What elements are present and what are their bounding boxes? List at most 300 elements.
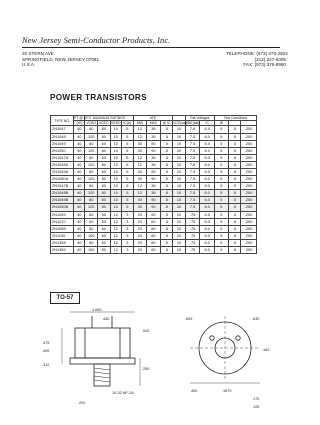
table-cell: 10 xyxy=(173,168,186,175)
fax-line: FAX: (973) 376-8960 xyxy=(243,62,286,68)
table-body xyxy=(51,126,257,254)
table-cell: 5 xyxy=(122,147,134,154)
table-cell: 40 xyxy=(73,183,84,190)
table-cell: 10 xyxy=(173,204,186,211)
table-cell: 120 xyxy=(85,161,98,168)
table-cell: .250 xyxy=(241,247,257,254)
table-cell: 5 xyxy=(122,197,134,204)
table-cell: .75 xyxy=(185,211,200,218)
table-cell: 5 xyxy=(215,183,229,190)
table-cell: 12 xyxy=(133,161,147,168)
header-pt: PT @ 25°C xyxy=(73,116,92,120)
table-cell: 5 xyxy=(215,147,229,154)
table-cell: 60 xyxy=(98,232,111,239)
table-cell: 80 xyxy=(85,225,98,232)
table-cell: 5 xyxy=(215,140,229,147)
table-cell: 6.0 xyxy=(200,232,215,239)
table-cell: .250 xyxy=(241,225,257,232)
table-cell: .5 xyxy=(160,197,173,204)
table-cell: 80 xyxy=(98,133,111,140)
table-cell: 80 xyxy=(98,161,111,168)
header-sub-max: MAX xyxy=(147,121,161,126)
header-sub-vebo: VEBO xyxy=(111,121,121,126)
table-cell: 6.0 xyxy=(200,168,215,175)
table-cell: 36 xyxy=(147,161,161,168)
table-cell: 6.0 xyxy=(200,133,215,140)
dim-bottom-a: .200 xyxy=(78,401,86,405)
table-cell: .5 xyxy=(160,232,173,239)
table-cell: 120 xyxy=(85,133,98,140)
table-cell: 7.5 xyxy=(185,197,200,204)
table-cell: 30 xyxy=(133,204,147,211)
table-cell: 60 xyxy=(98,154,111,161)
address-line-1: 20 STERN AVE. xyxy=(22,51,56,56)
table-cell: 60 xyxy=(98,183,111,190)
table-row xyxy=(51,183,257,190)
table-cell: 6.0 xyxy=(200,211,215,218)
table-cell: 5 xyxy=(122,140,134,147)
table-cell: 5 xyxy=(122,190,134,197)
table-row xyxy=(51,232,257,239)
table-cell: .5 xyxy=(228,211,241,218)
table-cell: 40 xyxy=(73,154,84,161)
table-cell: .75 xyxy=(185,232,200,239)
table-cell: 80 xyxy=(98,176,111,183)
table-cell: 40 xyxy=(73,239,84,246)
table-cell: 10 xyxy=(110,204,121,211)
dim-bottom-far: .125 xyxy=(252,405,260,409)
table-cell: 12 xyxy=(133,154,147,161)
type-number-cell: 2N1049 xyxy=(51,140,74,147)
table-row xyxy=(51,147,257,154)
table-cell: 20 xyxy=(133,232,147,239)
table-cell: .5 xyxy=(160,176,173,183)
header-type: TYPE NO. xyxy=(51,116,74,126)
table-cell: 120 xyxy=(85,190,98,197)
table-cell: 6.0 xyxy=(200,218,215,225)
table-cell: 7.5 xyxy=(185,140,200,147)
table-cell: 10 xyxy=(173,140,186,147)
table-row xyxy=(51,154,257,161)
table-cell: 40 xyxy=(73,126,84,133)
table-cell: 30 xyxy=(133,176,147,183)
table-row xyxy=(51,161,257,168)
table-cell: 10 xyxy=(173,176,186,183)
table-cell: 5 xyxy=(122,183,134,190)
table-cell: 7.5 xyxy=(185,176,200,183)
table-cell: .5 xyxy=(228,232,241,239)
table-cell: 6.0 xyxy=(200,147,215,154)
table-cell: .5 xyxy=(228,154,241,161)
table-cell: 100 xyxy=(85,247,98,254)
table-cell: .5 xyxy=(160,168,173,175)
table-cell: 10 xyxy=(110,147,121,154)
transistor-spec-table xyxy=(50,115,257,254)
table-cell: 12 xyxy=(110,239,121,246)
table-cell: .5 xyxy=(160,133,173,140)
table-cell: .5 xyxy=(160,161,173,168)
table-cell: .250 xyxy=(241,197,257,204)
table-cell: .5 xyxy=(160,147,173,154)
table-cell: .5 xyxy=(228,140,241,147)
table-cell: .5 xyxy=(228,239,241,246)
table-cell: .250 xyxy=(241,183,257,190)
header-sub-min: MIN xyxy=(133,121,147,126)
table-cell: .250 xyxy=(241,154,257,161)
type-number-cell: 2N1358 xyxy=(51,239,74,246)
table-cell: 40 xyxy=(73,218,84,225)
company-logo-text: New Jersey Semi-Conductor Products, Inc. xyxy=(22,36,171,45)
type-number-cell: 2N1359 xyxy=(51,247,74,254)
table-cell: .5 xyxy=(228,183,241,190)
table-cell: 7.5 xyxy=(185,190,200,197)
table-cell: .5 xyxy=(228,218,241,225)
dim-top-width: 1.650 xyxy=(92,308,102,312)
dim-side-b: .312 xyxy=(42,363,50,367)
table-cell: .5 xyxy=(160,247,173,254)
type-number-cell: 2N1050 xyxy=(51,147,74,154)
table-cell: 12 xyxy=(133,183,147,190)
table-cell: 3 xyxy=(122,247,134,254)
table-cell: 40 xyxy=(73,232,84,239)
table-cell: 5 xyxy=(215,232,229,239)
table-cell: 7.5 xyxy=(185,183,200,190)
dim-radius-a: .605 xyxy=(185,317,193,321)
header-sat-voltages: Sat Voltages xyxy=(185,116,214,121)
pin-hole-2 xyxy=(236,336,240,340)
type-number-cell: 2N1048B xyxy=(51,190,74,197)
type-number-cell: 2N1049A xyxy=(51,168,74,175)
table-cell: 80 xyxy=(85,239,98,246)
table-cell: 10 xyxy=(173,239,186,246)
table-cell: 5 xyxy=(215,190,229,197)
table-cell: .5 xyxy=(160,140,173,147)
table-cell: 6.0 xyxy=(200,161,215,168)
table-cell: 6.0 xyxy=(200,239,215,246)
address-line-3: U.S.A. xyxy=(22,62,36,68)
table-cell: 60 xyxy=(98,225,111,232)
table-cell: 5 xyxy=(215,161,229,168)
table-cell: 60 xyxy=(98,168,111,175)
table-cell: .250 xyxy=(241,239,257,246)
table-cell: 40 xyxy=(73,161,84,168)
table-cell: .250 xyxy=(241,161,257,168)
table-cell: 10 xyxy=(110,154,121,161)
table-cell: .5 xyxy=(228,161,241,168)
table-cell: 7.5 xyxy=(185,161,200,168)
table-cell: 10 xyxy=(173,183,186,190)
table-cell: .250 xyxy=(241,168,257,175)
table-cell: 12 xyxy=(110,218,121,225)
table-cell: 5 xyxy=(122,176,134,183)
table-cell: 7.5 xyxy=(185,133,200,140)
table-cell: .250 xyxy=(241,126,257,133)
type-number-cell: 2N1048 xyxy=(51,133,74,140)
table-cell: .5 xyxy=(228,147,241,154)
table-cell: 6.0 xyxy=(200,190,215,197)
table-cell: 10 xyxy=(110,133,121,140)
table-cell: 5 xyxy=(122,133,134,140)
table-cell: .5 xyxy=(160,218,173,225)
table-cell: 10 xyxy=(110,190,121,197)
address-line-2: SPRINGFIELD, NEW JERSEY 07081 xyxy=(22,56,100,62)
table-cell: .250 xyxy=(241,211,257,218)
phone-line-2: (212) 227-6005 xyxy=(254,56,286,62)
table-cell: 5 xyxy=(215,204,229,211)
table-cell: 5 xyxy=(215,239,229,246)
table-cell: 50 xyxy=(98,218,111,225)
table-cell: 10 xyxy=(173,126,186,133)
table-cell: 60 xyxy=(98,126,111,133)
table-cell: 10 xyxy=(173,154,186,161)
dim-hole: .162 xyxy=(262,348,270,352)
table-cell: 80 xyxy=(85,168,98,175)
table-cell: .75 xyxy=(185,247,200,254)
table-cell: 90 xyxy=(147,168,161,175)
table-cell: .5 xyxy=(160,190,173,197)
table-cell: 10 xyxy=(173,133,186,140)
table-cell: 5 xyxy=(215,247,229,254)
table-row xyxy=(51,211,257,218)
table-cell: .250 xyxy=(241,190,257,197)
table-cell: 3 xyxy=(122,218,134,225)
type-number-cell: 2N1069 xyxy=(51,211,74,218)
table-cell: .5 xyxy=(160,154,173,161)
table-cell: 6.0 xyxy=(200,247,215,254)
table-cell: .5 xyxy=(228,176,241,183)
table-cell: 5 xyxy=(122,168,134,175)
dim-radius-b: .630 xyxy=(252,317,260,321)
table-cell: .5 xyxy=(160,204,173,211)
table-row xyxy=(51,140,257,147)
table-cell: 90 xyxy=(147,204,161,211)
header-sub-test-ib: IB xyxy=(215,121,229,126)
table-cell: 10 xyxy=(173,197,186,204)
table-cell: 40 xyxy=(73,197,84,204)
table-cell: .250 xyxy=(241,147,257,154)
table-cell: .75 xyxy=(185,218,200,225)
table-cell: 36 xyxy=(147,154,161,161)
table-cell: 60 xyxy=(98,239,111,246)
table-cell: 120 xyxy=(85,147,98,154)
table-cell: 10 xyxy=(110,197,121,204)
table-cell: .5 xyxy=(228,190,241,197)
header-sub-vceo: VCEO xyxy=(98,121,109,126)
table-cell: 40 xyxy=(73,225,84,232)
type-number-cell: 2N1048A xyxy=(51,161,74,168)
table-cell: .5 xyxy=(160,183,173,190)
phone-line-1: TELEPHONE: (973) 376-2922 xyxy=(226,51,288,56)
table-cell: 60 xyxy=(147,232,161,239)
table-cell: 40 xyxy=(73,147,84,154)
table-cell: .5 xyxy=(160,126,173,133)
table-cell: 10 xyxy=(173,211,186,218)
table-cell: 40 xyxy=(73,211,84,218)
table-cell: 90 xyxy=(147,147,161,154)
table-cell: 36 xyxy=(147,133,161,140)
table-cell: 6.0 xyxy=(200,140,215,147)
table-cell: 20 xyxy=(133,247,147,254)
table-cell: 5 xyxy=(215,168,229,175)
dim-side-a: .490 xyxy=(42,349,50,353)
table-cell: 60 xyxy=(147,239,161,246)
table-row xyxy=(51,168,257,175)
table-row xyxy=(51,133,257,140)
table-cell: 3 xyxy=(122,232,134,239)
table-cell: 40 xyxy=(73,133,84,140)
table-cell: 5 xyxy=(215,218,229,225)
table-row xyxy=(51,218,257,225)
table-cell: 20 xyxy=(133,218,147,225)
type-number-cell: 2N1070 xyxy=(51,218,74,225)
table-cell: 5 xyxy=(215,133,229,140)
table-cell: 10 xyxy=(173,232,186,239)
table-cell: .5 xyxy=(228,133,241,140)
header-sub-ic: IC(A) xyxy=(123,121,132,126)
table-row xyxy=(51,239,257,246)
table-cell: 90 xyxy=(147,197,161,204)
pin-hole-1 xyxy=(210,336,214,340)
table-cell: 60 xyxy=(85,211,98,218)
dim-bottom-right: .170 xyxy=(252,397,260,401)
header-sub-vbesat: VBE(sat) xyxy=(185,121,200,126)
table-cell: 3 xyxy=(122,225,134,232)
table-cell: .250 xyxy=(241,218,257,225)
dim-pin-dia: .040 xyxy=(142,329,150,333)
table-cell: 6.0 xyxy=(200,176,215,183)
table-cell: 10 xyxy=(110,140,121,147)
table-cell: 40 xyxy=(73,204,84,211)
table-cell: 30 xyxy=(133,140,147,147)
table-row xyxy=(51,197,257,204)
table-cell: 80 xyxy=(85,197,98,204)
table-cell: 12 xyxy=(133,126,147,133)
table-cell: .75 xyxy=(185,225,200,232)
table-cell: 80 xyxy=(98,147,111,154)
table-cell: 10 xyxy=(110,183,121,190)
table-cell: 60 xyxy=(147,225,161,232)
table-cell: 120 xyxy=(85,176,98,183)
dim-thread: 10-32 NF-2A xyxy=(112,391,134,395)
table-cell: .250 xyxy=(241,232,257,239)
table-cell: 12 xyxy=(110,211,121,218)
table-cell: .5 xyxy=(228,126,241,133)
table-cell: 60 xyxy=(98,140,111,147)
table-cell: 20 xyxy=(133,211,147,218)
table-cell: 10 xyxy=(110,168,121,175)
type-number-cell: 2N1047A xyxy=(51,154,74,161)
table-cell: 5 xyxy=(215,176,229,183)
table-row xyxy=(51,190,257,197)
header-hfe: hFE xyxy=(133,116,173,121)
table-cell: 10 xyxy=(173,161,186,168)
table-cell: 60 xyxy=(147,218,161,225)
table-cell: 90 xyxy=(147,140,161,147)
table-cell: 7.5 xyxy=(185,168,200,175)
dim-height: .375 xyxy=(42,341,50,345)
table-cell: 5 xyxy=(215,197,229,204)
table-cell: 120 xyxy=(85,204,98,211)
type-number-cell: 2N1049B xyxy=(51,197,74,204)
table-cell: 5 xyxy=(122,154,134,161)
header-sub-at-ic: @ IC xyxy=(160,121,173,126)
dim-center-a: .450 xyxy=(190,389,198,393)
table-cell: 5 xyxy=(122,204,134,211)
table-cell: 7.5 xyxy=(185,204,200,211)
table-cell: 10 xyxy=(173,218,186,225)
table-cell: .250 xyxy=(241,204,257,211)
table-cell: .250 xyxy=(241,140,257,147)
table-cell: 60 xyxy=(85,218,98,225)
table-cell: 40 xyxy=(73,247,84,254)
table-cell: 6.0 xyxy=(200,126,215,133)
table-cell: 80 xyxy=(85,126,98,133)
table-cell: 6.0 xyxy=(200,183,215,190)
table-cell: 40 xyxy=(73,140,84,147)
page-title: POWER TRANSISTORS xyxy=(50,93,147,102)
dim-lead-spacing: .430 xyxy=(102,317,110,321)
table-cell: 36 xyxy=(147,190,161,197)
table-cell: .5 xyxy=(228,225,241,232)
table-cell: 10 xyxy=(173,190,186,197)
company-contact xyxy=(226,51,286,68)
package-body-side xyxy=(75,328,130,358)
header-test-conditions: Test Conditions xyxy=(215,116,257,121)
table-row xyxy=(51,225,257,232)
table-cell: 10 xyxy=(110,176,121,183)
table-cell: 50 xyxy=(98,211,111,218)
table-cell: .75 xyxy=(185,239,200,246)
package-outline-drawing xyxy=(40,308,290,418)
table-cell: 7.5 xyxy=(185,154,200,161)
table-cell: 10 xyxy=(173,247,186,254)
table-cell: 60 xyxy=(147,211,161,218)
header-max-ratings: MAXIMUM RATINGS xyxy=(85,116,133,121)
table-cell: .250 xyxy=(241,176,257,183)
table-cell: 7.5 xyxy=(185,126,200,133)
base-flange xyxy=(70,358,135,364)
dim-stud-len: .250 xyxy=(142,367,150,371)
table-row xyxy=(51,176,257,183)
table-row xyxy=(51,204,257,211)
table-row xyxy=(51,126,257,133)
table-cell: 12 xyxy=(110,247,121,254)
package-label: TO-57 xyxy=(50,292,80,304)
table-cell: 5 xyxy=(215,225,229,232)
table-cell: 3 xyxy=(122,211,134,218)
header-sub-w: (W) xyxy=(73,121,84,126)
table-cell: 80 xyxy=(98,247,111,254)
type-number-cell: 2N1050B xyxy=(51,204,74,211)
company-address xyxy=(22,51,99,68)
table-cell: 10 xyxy=(173,225,186,232)
dim-center-b: .1870 xyxy=(222,389,232,393)
table-cell: 7.5 xyxy=(185,147,200,154)
table-cell: 80 xyxy=(85,140,98,147)
table-cell: .5 xyxy=(228,204,241,211)
table-cell: 6.0 xyxy=(200,225,215,232)
table-cell: 12 xyxy=(110,232,121,239)
table-cell: 100 xyxy=(85,232,98,239)
type-number-cell: 2N1047 xyxy=(51,126,74,133)
table-cell: 90 xyxy=(147,176,161,183)
type-number-cell: 2N1047B xyxy=(51,183,74,190)
table-cell: 20 xyxy=(133,239,147,246)
table-cell: 36 xyxy=(147,126,161,133)
table-cell: 5 xyxy=(215,154,229,161)
type-number-cell: 2N1050A xyxy=(51,176,74,183)
table-cell: 5 xyxy=(122,126,134,133)
